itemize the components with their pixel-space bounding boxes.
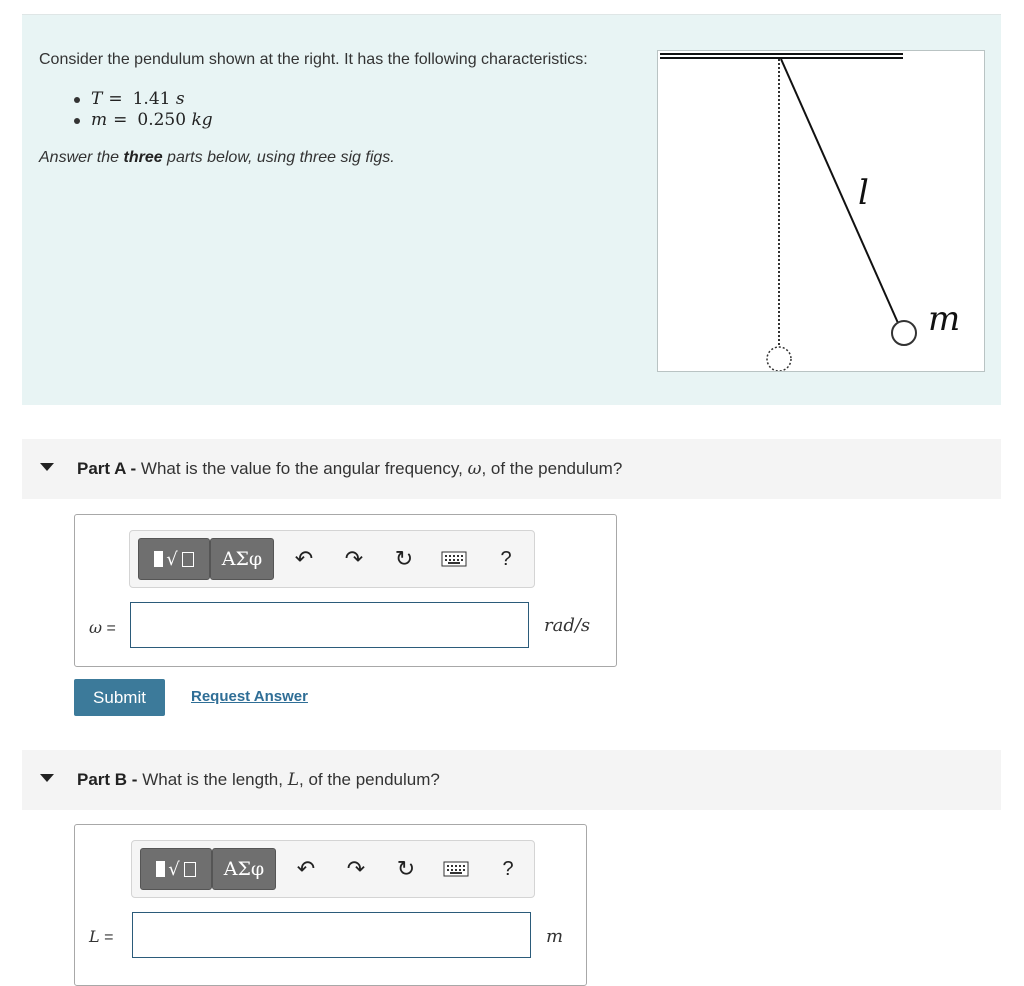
- part-a-question: Part A - What is the value fo the angular frequency, ω, of the pendulum?: [77, 459, 623, 479]
- problem-intro: [22, 14, 1001, 405]
- bullet-icon: [74, 118, 80, 124]
- omega-input[interactable]: [130, 602, 529, 648]
- length-label: L =: [89, 927, 114, 946]
- param-symbol: T: [91, 89, 103, 109]
- radical-icon: √: [166, 548, 178, 570]
- param-value: 1.41: [132, 89, 171, 109]
- length-input[interactable]: [132, 912, 531, 958]
- length-unit: m: [546, 926, 564, 947]
- rest-bob: [767, 347, 791, 371]
- mass-label: m: [928, 299, 961, 339]
- keyboard-icon[interactable]: [442, 855, 470, 883]
- help-button[interactable]: ?: [502, 857, 514, 880]
- pendulum-bob: [892, 321, 916, 345]
- block-icon: [156, 861, 165, 877]
- reset-icon[interactable]: ↻: [396, 856, 416, 881]
- parameter-period: T = 1.41 s: [74, 89, 213, 110]
- bullet-icon: [74, 97, 80, 103]
- help-button[interactable]: ?: [500, 547, 512, 570]
- parameter-list: [74, 89, 213, 131]
- undo-icon[interactable]: ↶: [294, 546, 314, 571]
- length-label: l: [858, 173, 869, 213]
- pendulum-figure: [657, 50, 985, 372]
- part-b-answer-box: [74, 824, 587, 986]
- math-toolbar: [129, 530, 535, 588]
- keyboard-icon[interactable]: [440, 545, 468, 573]
- instructions: Answer the three parts below, using three sig figs.: [39, 149, 395, 166]
- param-value: 0.250: [137, 110, 187, 130]
- templates-button[interactable]: [138, 538, 210, 580]
- greek-symbols-button[interactable]: ΑΣφ: [212, 848, 276, 890]
- redo-icon[interactable]: ↷: [346, 856, 366, 881]
- pendulum-string: [781, 59, 898, 323]
- part-a-answer-box: [74, 514, 617, 667]
- reset-icon[interactable]: ↻: [394, 546, 414, 571]
- collapse-triangle-icon[interactable]: [40, 774, 54, 782]
- pendulum-diagram: [658, 51, 984, 371]
- greek-symbols-button[interactable]: ΑΣφ: [210, 538, 274, 580]
- request-answer-link[interactable]: Request Answer: [191, 688, 308, 705]
- submit-button[interactable]: Submit: [74, 679, 165, 716]
- radical-icon: √: [168, 858, 180, 880]
- param-symbol: m: [91, 110, 108, 130]
- collapse-triangle-icon[interactable]: [40, 463, 54, 471]
- param-unit: s: [175, 89, 185, 109]
- omega-unit: rad/s: [544, 615, 591, 636]
- part-b-question: Part B - What is the length, L, of the pendulum?: [77, 770, 440, 790]
- block-icon: [154, 551, 163, 567]
- parameter-mass: m = 0.250 kg: [74, 110, 213, 131]
- templates-button[interactable]: [140, 848, 212, 890]
- intro-text: Consider the pendulum shown at the right. It has the following characteristics:: [39, 51, 588, 68]
- param-unit: kg: [191, 110, 213, 130]
- math-toolbar: [131, 840, 535, 898]
- redo-icon[interactable]: ↷: [344, 546, 364, 571]
- part-b-header[interactable]: [22, 750, 1001, 810]
- omega-label: ω =: [89, 618, 116, 637]
- part-a-header[interactable]: [22, 439, 1001, 499]
- box-icon: [182, 552, 194, 567]
- box-icon: [184, 862, 196, 877]
- undo-icon[interactable]: ↶: [296, 856, 316, 881]
